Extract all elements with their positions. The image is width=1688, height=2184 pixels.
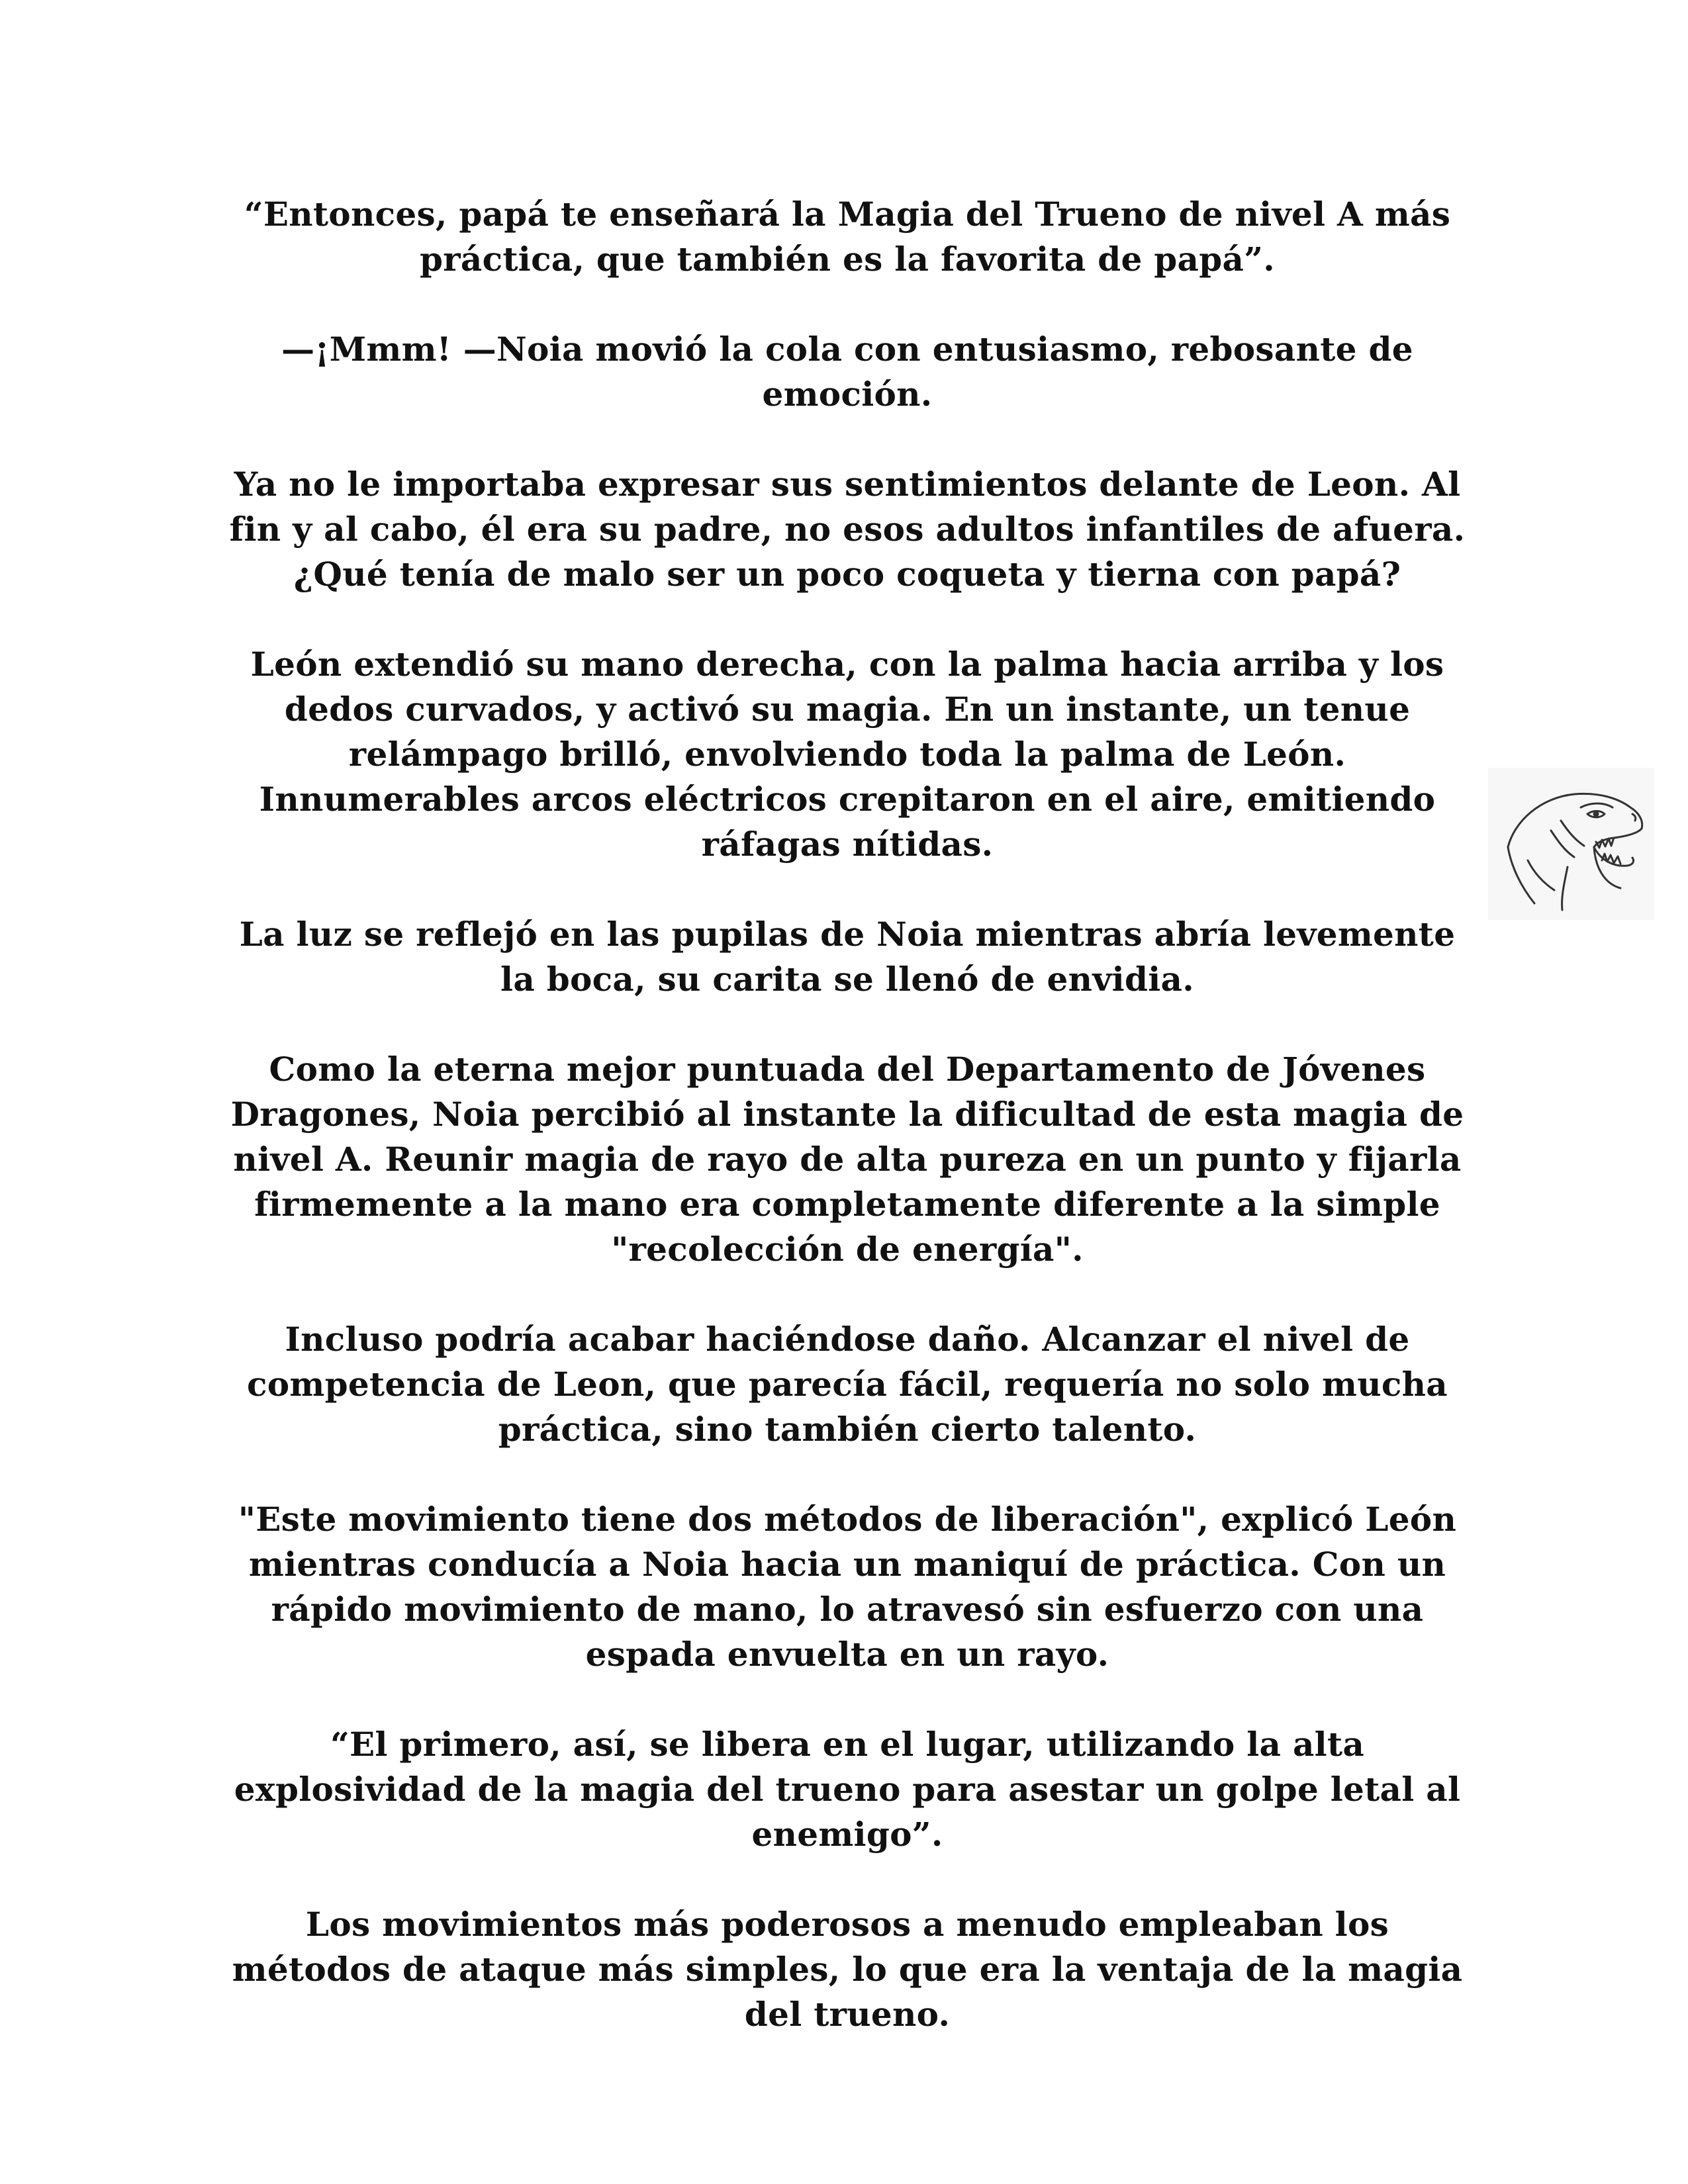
dinosaur-head-sketch-icon: [1488, 768, 1654, 920]
paragraph: “Entonces, papá te enseñará la Magia del Trueno de nivel A más práctica, que también es la favorita de papá”.: [244, 195, 1451, 279]
paragraph: León extendió su mano derecha, con la palma hacia arriba y los dedos curvados, y activó su magia. En un instante, un tenue relámpago brilló, envolviendo toda la palma de León. Innumerables arcos eléctricos crepitaron en el aire, emitiendo ráfagas nítidas.: [250, 645, 1444, 864]
paragraph: Los movimientos más poderosos a menudo empleaban los métodos de ataque más simples, lo que era la ventaja de la magia del trueno.: [232, 1905, 1463, 2034]
paragraph: —¡Mmm! —Noia movió la cola con entusiasmo, rebosante de emoción.: [281, 330, 1413, 414]
paragraph: "Este movimiento tiene dos métodos de liberación", explicó León mientras conducía a Noia hacia un maniquí de práctica. Con un rápido movimiento de mano, lo atravesó sin esfuerzo con una espada envuelta en un rayo.: [238, 1500, 1457, 1674]
paragraph: La luz se reflejó en las pupilas de Noia mientras abría levemente la boca, su carita se llenó de envidia.: [239, 915, 1456, 999]
paragraph: Incluso podría acabar haciéndose daño. Alcanzar el nivel de competencia de Leon, que parecía fácil, requería no solo mucha práctica, sino también cierto talento.: [247, 1320, 1448, 1449]
paragraph: “El primero, así, se libera en el lugar, utilizando la alta explosividad de la magia del trueno para asestar un golpe letal al enemigo”.: [234, 1725, 1461, 1854]
paragraph: Ya no le importaba expresar sus sentimientos delante de Leon. Al fin y al cabo, él era su padre, no esos adultos infantiles de afuera. ¿Qué tenía de malo ser un poco coqueta y tierna con papá?: [229, 465, 1466, 594]
paragraph: Como la eterna mejor puntuada del Departamento de Jóvenes Dragones, Noia percibió al instante la dificultad de esta magia de nivel A. Reunir magia de rayo de alta pureza en un punto y fijarla firmemente a la mano era completamente diferente a la simple "recolección de energía".: [230, 1050, 1464, 1269]
document-body: [225, 192, 1470, 2082]
